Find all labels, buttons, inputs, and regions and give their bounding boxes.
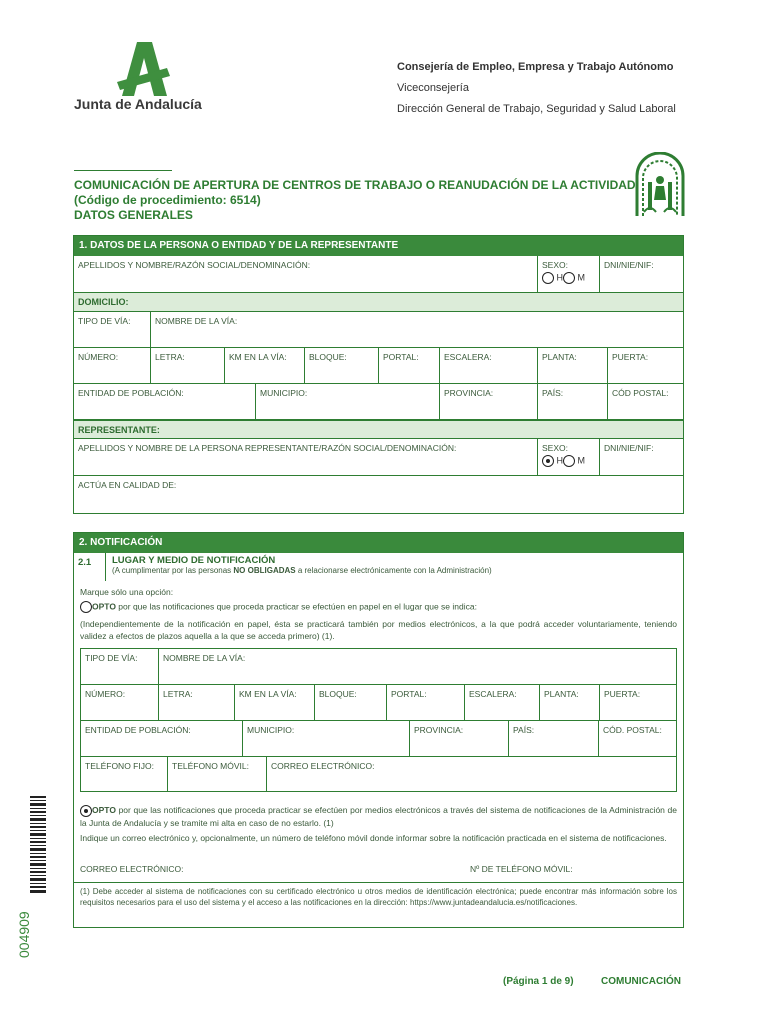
n-field-numero[interactable] <box>81 685 159 720</box>
field-portal[interactable] <box>379 348 440 383</box>
dept-direccion: Dirección General de Trabajo, Seguridad y Salud Laboral <box>397 103 676 115</box>
radio-sexo-m[interactable] <box>563 272 575 284</box>
title-rule <box>74 170 172 171</box>
label-rep-apellidos: APELLIDOS Y NOMBRE DE LA PERSONA REPRESENTANTE/RAZÓN SOCIAL/DENOMINACIÓN: <box>78 443 457 453</box>
domicilio-heading: DOMICILIO: <box>74 293 683 312</box>
field-cp[interactable] <box>608 384 683 419</box>
field-rep-apellidos[interactable] <box>74 439 538 475</box>
row-subsection <box>74 553 683 581</box>
dept-consejeria: Consejería de Empleo, Empresa y Trabajo Autónomo <box>397 61 674 73</box>
field-rep-dni[interactable] <box>600 439 683 475</box>
label-actua: ACTÚA EN CALIDAD DE: <box>78 480 177 490</box>
field-pais[interactable] <box>538 384 608 419</box>
marque-text: Marque sólo una opción: <box>80 587 174 597</box>
section-datos-persona <box>73 235 684 514</box>
n-label-planta: PLANTA: <box>544 689 579 699</box>
side-code: 004909 <box>16 911 32 958</box>
n-field-pais[interactable] <box>509 721 599 756</box>
n-label-portal: PORTAL: <box>391 689 427 699</box>
note-a: (A cumplimentar por las personas <box>112 566 234 575</box>
opt2-opto: OPTO <box>92 805 116 815</box>
field-puerta[interactable] <box>608 348 683 383</box>
field-apellidos[interactable] <box>74 256 538 292</box>
field-bloque[interactable] <box>305 348 379 383</box>
field-nombre-via[interactable] <box>151 312 683 347</box>
n-field-tel-movil[interactable] <box>168 757 267 791</box>
note-c: a relacionarse electrónicamente con la Administración) <box>295 566 492 575</box>
page-indicator: (Página 1 de 9) <box>503 976 574 987</box>
n-label-bloque: BLOQUE: <box>319 689 357 699</box>
n-row-entidad <box>81 721 676 757</box>
label-nombre-via: NOMBRE DE LA VÍA: <box>155 316 238 326</box>
label-portal: PORTAL: <box>383 352 419 362</box>
subsection-title: LUGAR Y MEDIO DE NOTIFICACIÓN <box>112 555 276 566</box>
representante-heading: REPRESENTANTE: <box>74 420 683 439</box>
n-field-tel-fijo[interactable] <box>81 757 168 791</box>
n-label-letra: LETRA: <box>163 689 193 699</box>
n-field-entidad[interactable] <box>81 721 243 756</box>
n-field-bloque[interactable] <box>315 685 387 720</box>
row-entidad <box>74 384 683 420</box>
opt2-text: por que las notificaciones que proceda practicar se efectúen por medios electrónicos a través del sistema de notificaciones de la Administración de la Junta de Andalucía y se tramite mi alta en caso de no estarlo. (1) <box>80 805 677 828</box>
n-label-pais: PAÍS: <box>513 725 535 735</box>
label-sexo: SEXO: <box>542 260 568 270</box>
n-label-municipio: MUNICIPIO: <box>247 725 295 735</box>
row-actua <box>74 476 683 512</box>
field-km[interactable] <box>225 348 305 383</box>
andalucia-seal-icon <box>634 152 686 218</box>
note-b: NO OBLIGADAS <box>233 566 296 575</box>
n-field-km[interactable] <box>235 685 315 720</box>
label-provincia: PROVINCIA: <box>444 388 494 398</box>
label-puerta: PUERTA: <box>612 352 649 362</box>
footer-label: COMUNICACIÓN <box>601 976 681 987</box>
label-rep-h: H <box>556 455 564 466</box>
dept-viceconsejeria: Viceconsejería <box>397 82 469 94</box>
datos-generales: DATOS GENERALES <box>74 208 193 222</box>
label-rep-dni: DNI/NIE/NIF: <box>604 443 654 453</box>
label-h: H <box>556 272 564 283</box>
n-row-via <box>81 649 676 685</box>
label-m: M <box>577 272 586 283</box>
section2-heading: 2. NOTIFICACIÓN <box>74 533 683 553</box>
field-letra[interactable] <box>151 348 225 383</box>
label-planta: PLANTA: <box>542 352 577 362</box>
opt1-note: (Independientemente de la notificación en papel, ésta se practicará también por medios electrónicos, a la que podrá acceder voluntariamente, teniendo validez a efectos de plazos aquella a la que se acceda primero) (1). <box>80 619 677 641</box>
logo-text: Junta de Andalucía <box>74 96 202 112</box>
section1-heading: 1. DATOS DE LA PERSONA O ENTIDAD Y DE LA REPRESENTANTE <box>74 236 683 256</box>
opt1-text: por que las notificaciones que proceda practicar se efectúen en papel en el lugar que se indica: <box>115 601 477 612</box>
label-escalera: ESCALERA: <box>444 352 492 362</box>
movil-field[interactable]: Nº DE TELÉFONO MÓVIL: <box>470 864 573 874</box>
n-label-entidad: ENTIDAD DE POBLACIÓN: <box>85 725 191 735</box>
field-planta[interactable] <box>538 348 608 383</box>
radio-opt2[interactable] <box>80 805 92 817</box>
subsection-title-cell <box>106 553 683 581</box>
row-rep-apellidos <box>74 439 683 476</box>
n-field-escalera[interactable] <box>465 685 540 720</box>
label-pais: PAÍS: <box>542 388 564 398</box>
n-field-letra[interactable] <box>159 685 235 720</box>
row-apellidos <box>74 256 683 293</box>
label-rep-sexo: SEXO: <box>542 443 568 453</box>
label-cp: CÓD POSTAL: <box>612 388 669 398</box>
row-numero <box>74 348 683 384</box>
field-entidad[interactable] <box>74 384 256 419</box>
n-label-cp: CÓD. POSTAL: <box>603 725 662 735</box>
n-label-km: KM EN LA VÍA: <box>239 689 297 699</box>
field-municipio[interactable] <box>256 384 440 419</box>
n-field-municipio[interactable] <box>243 721 410 756</box>
radio-opt1[interactable] <box>80 601 92 613</box>
n-field-cp[interactable] <box>599 721 676 756</box>
footnote-divider <box>73 882 684 883</box>
n-field-nombre-via[interactable] <box>159 649 676 684</box>
label-entidad: ENTIDAD DE POBLACIÓN: <box>78 388 184 398</box>
field-sexo <box>538 256 600 292</box>
field-actua[interactable] <box>74 476 683 512</box>
n-label-puerta: PUERTA: <box>604 689 641 699</box>
field-numero[interactable] <box>74 348 151 383</box>
field-rep-sexo <box>538 439 600 475</box>
label-dni: DNI/NIE/NIF: <box>604 260 654 270</box>
n-label-provincia: PROVINCIA: <box>414 725 464 735</box>
n-label-tel-fijo: TELÉFONO FIJO: <box>85 761 154 771</box>
field-dni[interactable] <box>600 256 683 292</box>
n-label-tel-movil: TELÉFONO MÓVIL: <box>172 761 249 771</box>
n-row-telefono <box>81 757 676 791</box>
label-km: KM EN LA VÍA: <box>229 352 287 362</box>
notification-address-table <box>80 648 677 792</box>
label-bloque: BLOQUE: <box>309 352 347 362</box>
field-tipo-via[interactable] <box>74 312 151 347</box>
n-label-tipo-via: TIPO DE VÍA: <box>85 653 138 663</box>
n-row-numero <box>81 685 676 721</box>
form-title: COMUNICACIÓN DE APERTURA DE CENTROS DE TRABAJO O REANUDACIÓN DE LA ACTIVIDAD <box>74 178 636 192</box>
n-label-escalera: ESCALERA: <box>469 689 517 699</box>
n-field-planta[interactable] <box>540 685 600 720</box>
opt2-note: Indique un correo electrónico y, opcionalmente, un número de teléfono móvil donde informar sobre la notificación practicada en el sistema de notificaciones. <box>80 833 667 843</box>
n-field-provincia[interactable] <box>410 721 509 756</box>
label-apellidos: APELLIDOS Y NOMBRE/RAZÓN SOCIAL/DENOMINACIÓN: <box>78 260 311 270</box>
subsection-number: 2.1 <box>74 553 106 581</box>
row-via <box>74 312 683 348</box>
n-field-puerta[interactable] <box>600 685 676 720</box>
footnote: (1) Debe acceder al sistema de notificaciones con su certificado electrónico u otros medios de identificación electrónica; puede encontrar más información sobre los requisitos necesarios para el uso del sistema y el acceso a las notificaciones en la dirección: https://www.juntadeandalucia.es/notificaciones. <box>80 887 677 907</box>
procedure-code: (Código de procedimiento: 6514) <box>74 193 261 207</box>
radio-sexo-h[interactable] <box>542 272 554 284</box>
opt1-opto: OPTO <box>92 601 116 612</box>
opt1-line <box>80 601 677 613</box>
radio-rep-sexo-h[interactable] <box>542 455 554 467</box>
label-numero: NÚMERO: <box>78 352 119 362</box>
subsection-note <box>112 566 677 575</box>
field-escalera[interactable] <box>440 348 538 383</box>
label-municipio: MUNICIPIO: <box>260 388 308 398</box>
n-label-numero: NÚMERO: <box>85 689 126 699</box>
n-field-tipo-via[interactable] <box>81 649 159 684</box>
radio-rep-sexo-m[interactable] <box>563 455 575 467</box>
field-provincia[interactable] <box>440 384 538 419</box>
label-letra: LETRA: <box>155 352 185 362</box>
correo-field[interactable]: CORREO ELECTRÓNICO: <box>80 864 184 874</box>
label-tipo-via: TIPO DE VÍA: <box>78 316 131 326</box>
n-field-portal[interactable] <box>387 685 465 720</box>
barcode-icon <box>30 796 46 894</box>
n-label-correo: CORREO ELECTRÓNICO: <box>271 761 375 771</box>
n-field-correo[interactable] <box>267 757 676 791</box>
opt2-text-block <box>80 804 677 829</box>
n-label-nombre-via: NOMBRE DE LA VÍA: <box>163 653 246 663</box>
label-rep-m: M <box>577 455 586 466</box>
